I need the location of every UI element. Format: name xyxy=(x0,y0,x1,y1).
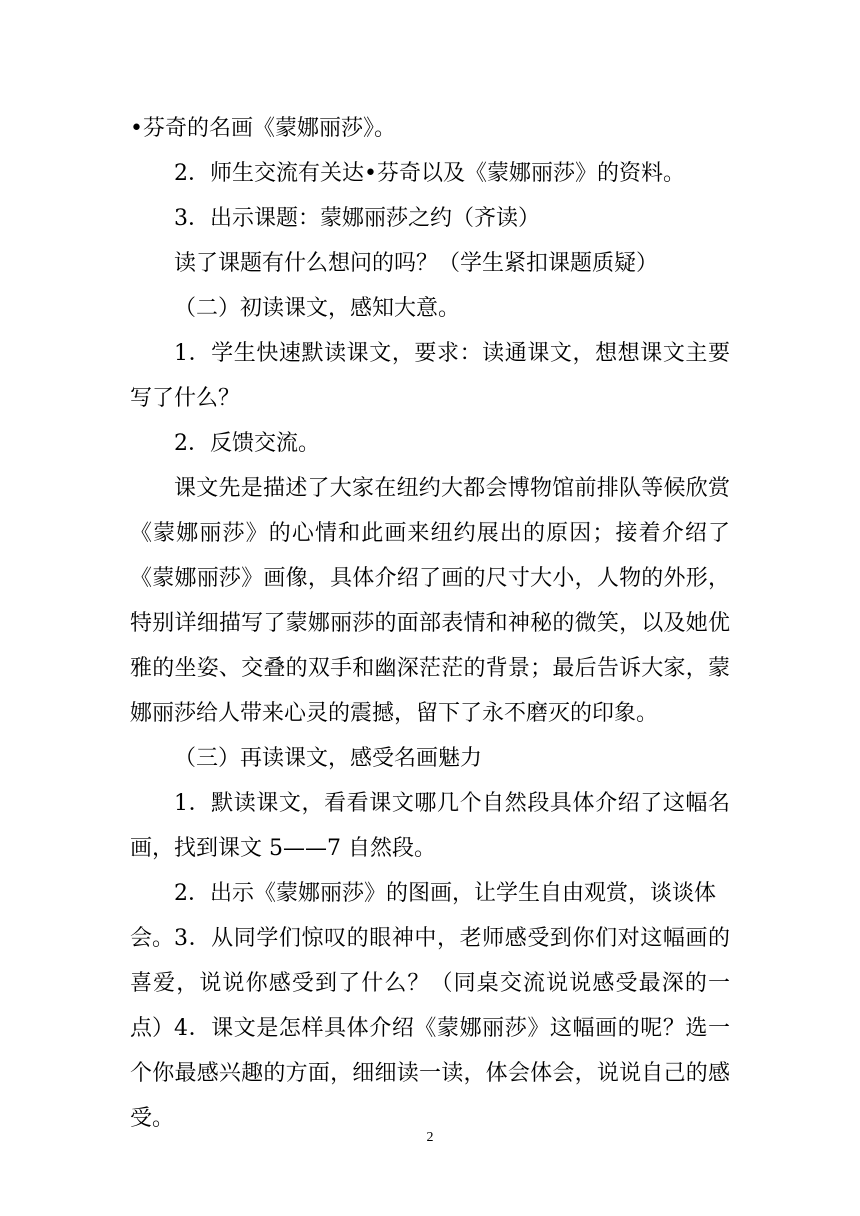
paragraph-question-prompt: 读了课题有什么想问的吗？（学生紧扣课题质疑） xyxy=(174,251,659,276)
paragraph-item-1-reading: 1．学生快速默读课文，要求：读通课文，想想课文主要写了什么？ xyxy=(130,341,730,411)
section-heading-2: （二）初读课文，感知大意。 xyxy=(174,296,461,321)
paragraph-summary: 课文先是描述了大家在纽约大都会博物馆前排队等候欣赏《蒙娜丽莎》的心情和此画来纽约展出的原因；接着介绍了《蒙娜丽莎》画像，具体介绍了画的尺寸大小，人物的外形，特别详细描写了蒙娜丽莎的面部表情和神秘的微笑，以及她优雅的坐姿、交叠的双手和幽深茫茫的背景；最后告诉大家，蒙娜丽莎给人带来心灵的震撼，留下了永不磨灭的印象。 xyxy=(130,476,730,726)
paragraph-item-4-interest: 4．课文是怎样具体介绍《蒙娜丽莎》这幅画的呢？选一个你最感兴趣的方面，细细读一读，体会体会，说说自己的感受。 xyxy=(130,1016,730,1131)
page-number: 2 xyxy=(426,1130,434,1145)
paragraph-item-2: 2．师生交流有关达•芬奇以及《蒙娜丽莎》的资料。 xyxy=(174,161,685,186)
paragraph-item-3: 3．出示课题：蒙娜丽莎之约（齐读） xyxy=(174,206,540,231)
section-heading-3: （三）再读课文，感受名画魅力 xyxy=(174,746,483,771)
paragraph-item-2-picture: 2．出示《蒙娜丽莎》的图画，让学生自由观赏，谈谈体会。 xyxy=(130,881,716,951)
paragraph-continuation: •芬奇的名画《蒙娜丽莎》。 xyxy=(130,116,396,141)
paragraph-item-3-feeling: 3．从同学们惊叹的眼神中，老师感受到你们对这幅画的喜爱，说说你感受到了什么？（同桌交流说说感受最深的一点） xyxy=(130,926,730,1041)
paragraph-item-2-feedback: 2．反馈交流。 xyxy=(174,431,320,456)
paragraph-item-1-silent-reading: 1．默读课文，看看课文哪几个自然段具体介绍了这幅名画，找到课文 5——7 自然段。 xyxy=(130,791,730,861)
